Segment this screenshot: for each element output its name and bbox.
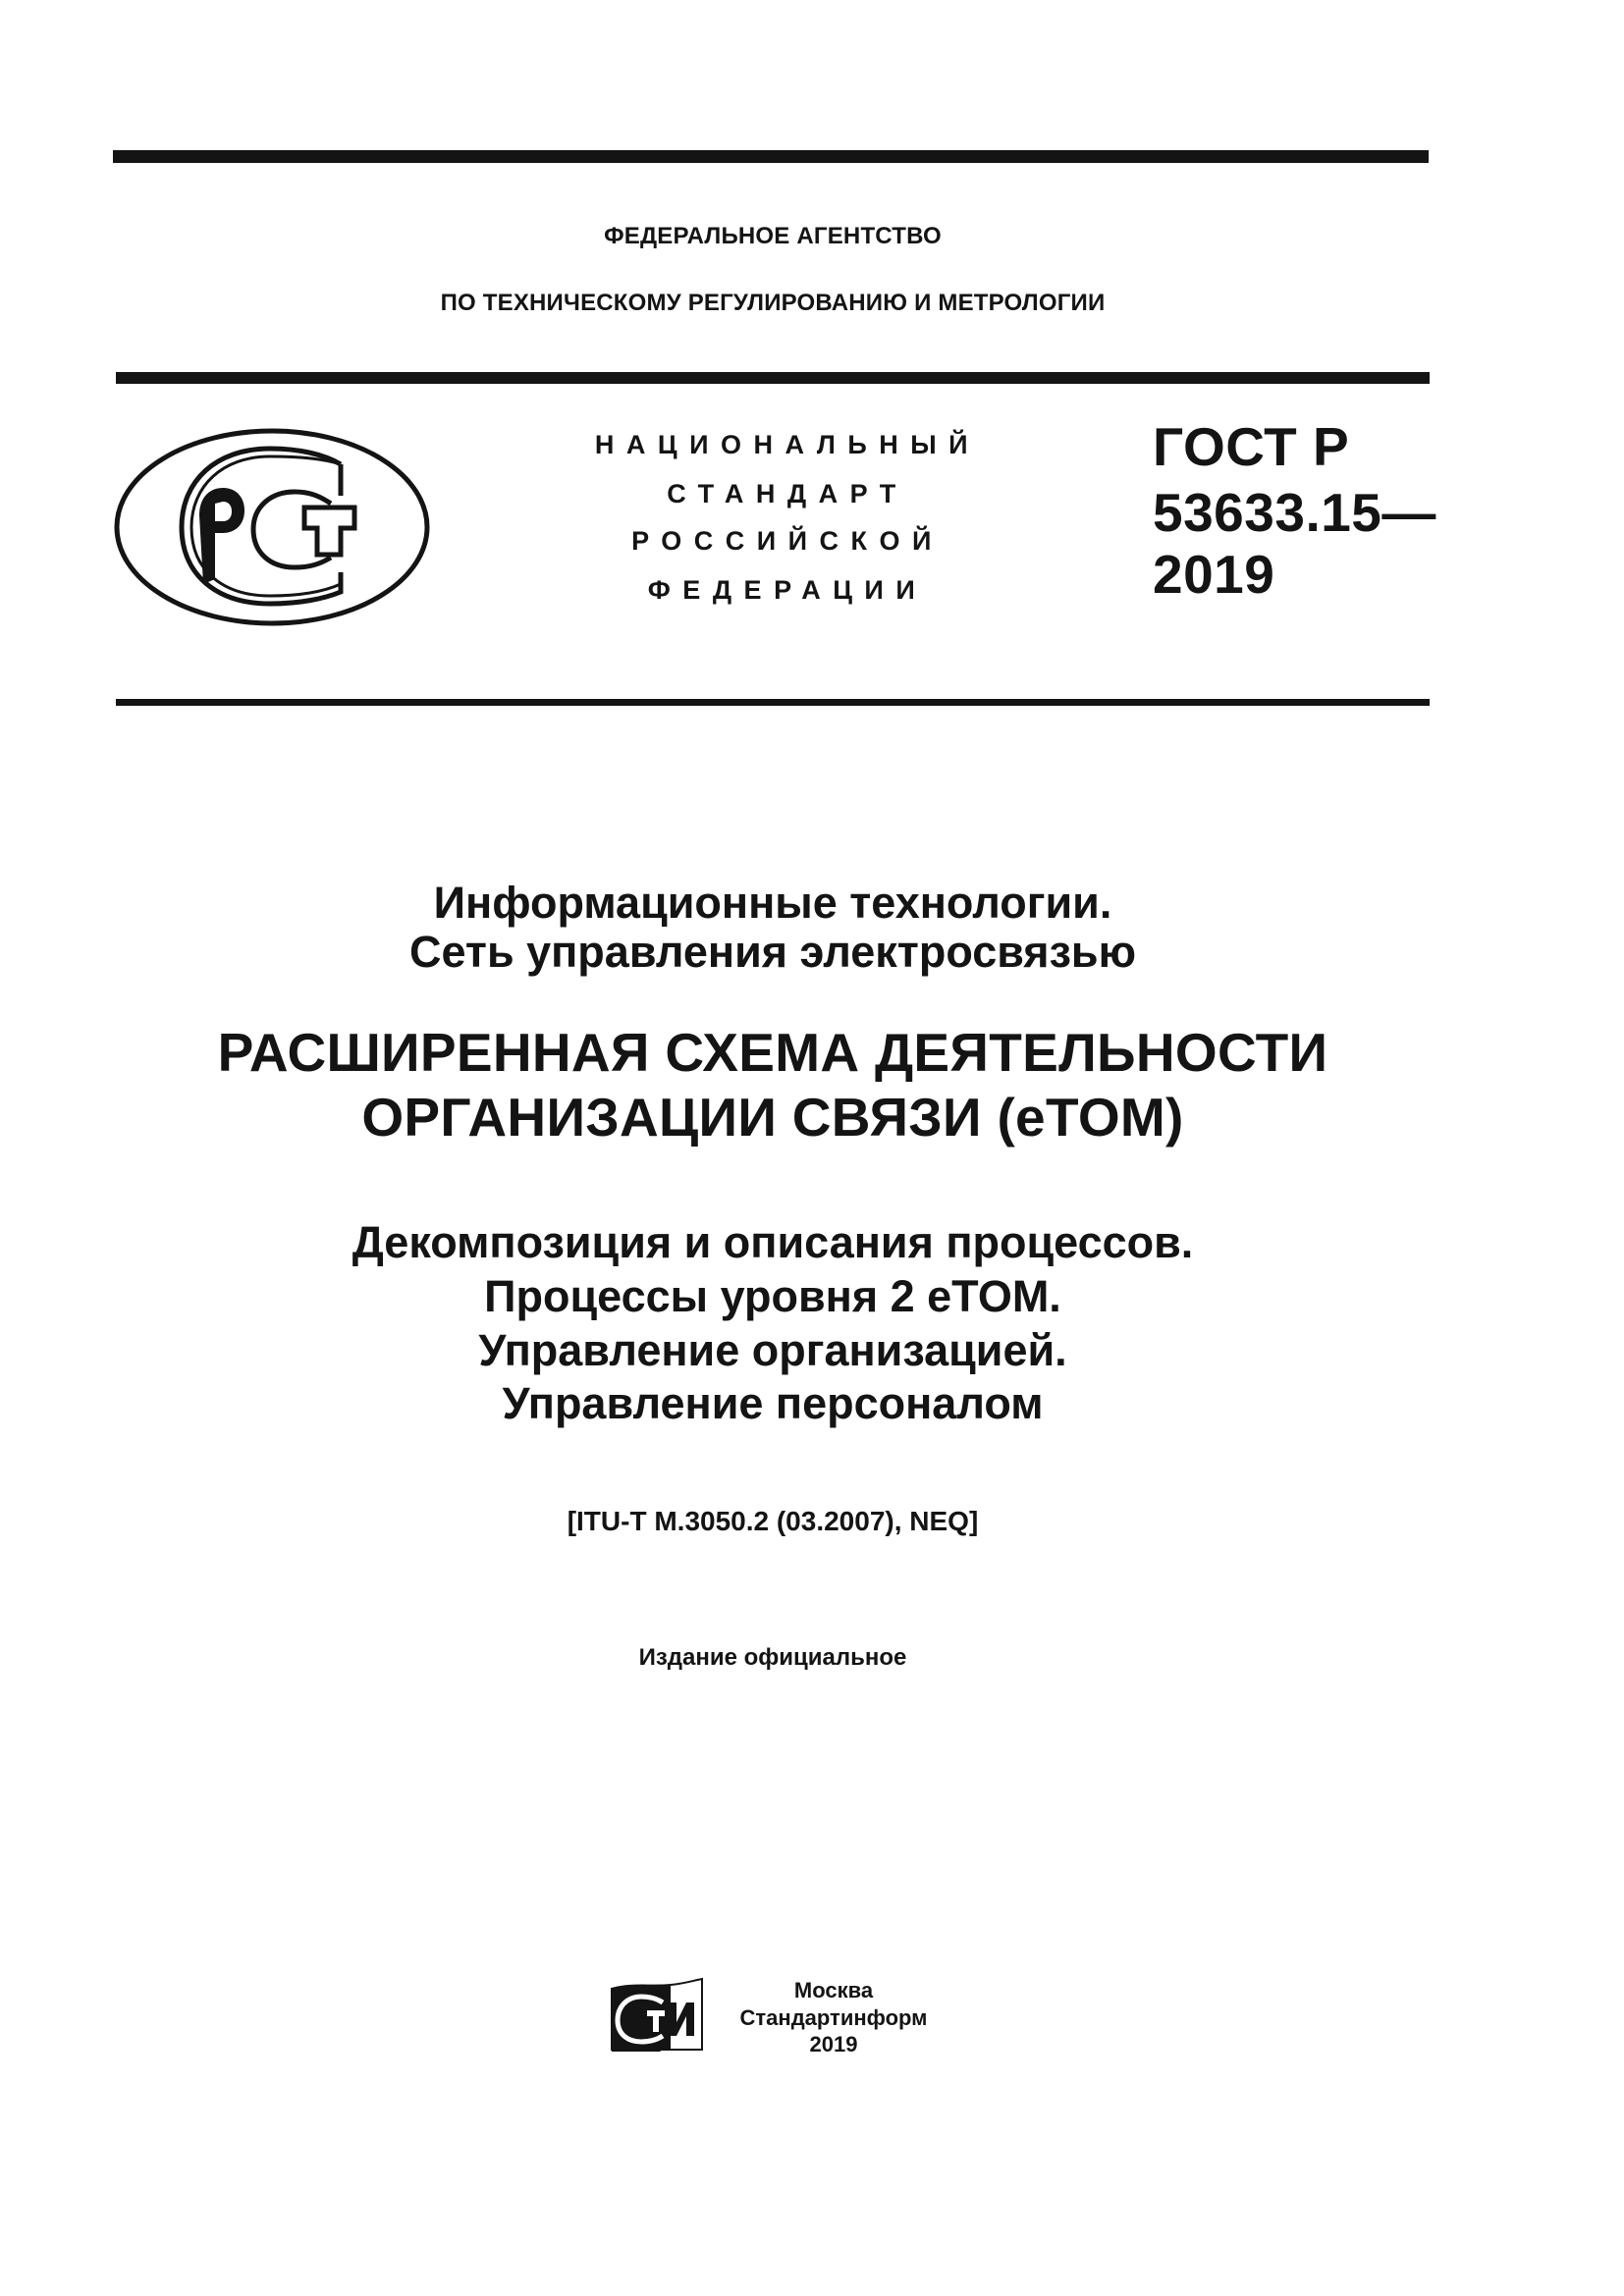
- edition-label: Издание официальное: [638, 1644, 907, 1671]
- title-sub-line: Управление персоналом: [502, 1378, 1044, 1428]
- header-rule: [116, 372, 1430, 384]
- title-main-line: ОРГАНИЗАЦИИ СВЯЗИ (eTOM): [361, 1087, 1184, 1148]
- national-standard-line: ФЕДЕРАЦИИ: [647, 575, 928, 605]
- title-intro-line: Информационные технологии.: [433, 878, 1112, 928]
- publisher-city: Москва: [793, 1978, 874, 2002]
- publisher-name: Стандартинформ: [739, 2005, 928, 2030]
- title-sub-line: Управление организацией.: [478, 1325, 1067, 1375]
- standartinform-logo-icon: [612, 1979, 704, 2056]
- agency-name-line2: ПО ТЕХНИЧЕСКОМУ РЕГУЛИРОВАНИЮ И МЕТРОЛОГИИ: [440, 290, 1106, 316]
- publication-year: 2019: [809, 2032, 858, 2056]
- standard-designation-line3: 2019: [1153, 544, 1275, 605]
- title-sub-line: Декомпозиция и описания процессов.: [352, 1217, 1194, 1267]
- standard-designation-line1: ГОСТ Р: [1153, 416, 1350, 477]
- title-sub-line: Процессы уровня 2 eTOM.: [484, 1271, 1061, 1321]
- standard-designation-line2: 53633.15—: [1153, 482, 1436, 543]
- national-standard-line: СТАНДАРТ: [667, 479, 908, 508]
- section-rule: [116, 699, 1430, 706]
- top-rule: [113, 150, 1429, 163]
- title-intro-line: Сеть управления электросвязью: [408, 927, 1137, 977]
- agency-name-line1: ФЕДЕРАЛЬНОЕ АГЕНТСТВО: [604, 223, 942, 249]
- rst-certification-logo-icon: [113, 427, 432, 628]
- title-main-line: РАСШИРЕННАЯ СХЕМА ДЕЯТЕЛЬНОСТИ: [217, 1022, 1328, 1083]
- national-standard-line: НАЦИОНАЛЬНЫЙ: [594, 430, 981, 459]
- international-reference: [ITU-T M.3050.2 (03.2007), NEQ]: [567, 1506, 979, 1536]
- national-standard-line: РОССИЙСКОЙ: [631, 526, 944, 556]
